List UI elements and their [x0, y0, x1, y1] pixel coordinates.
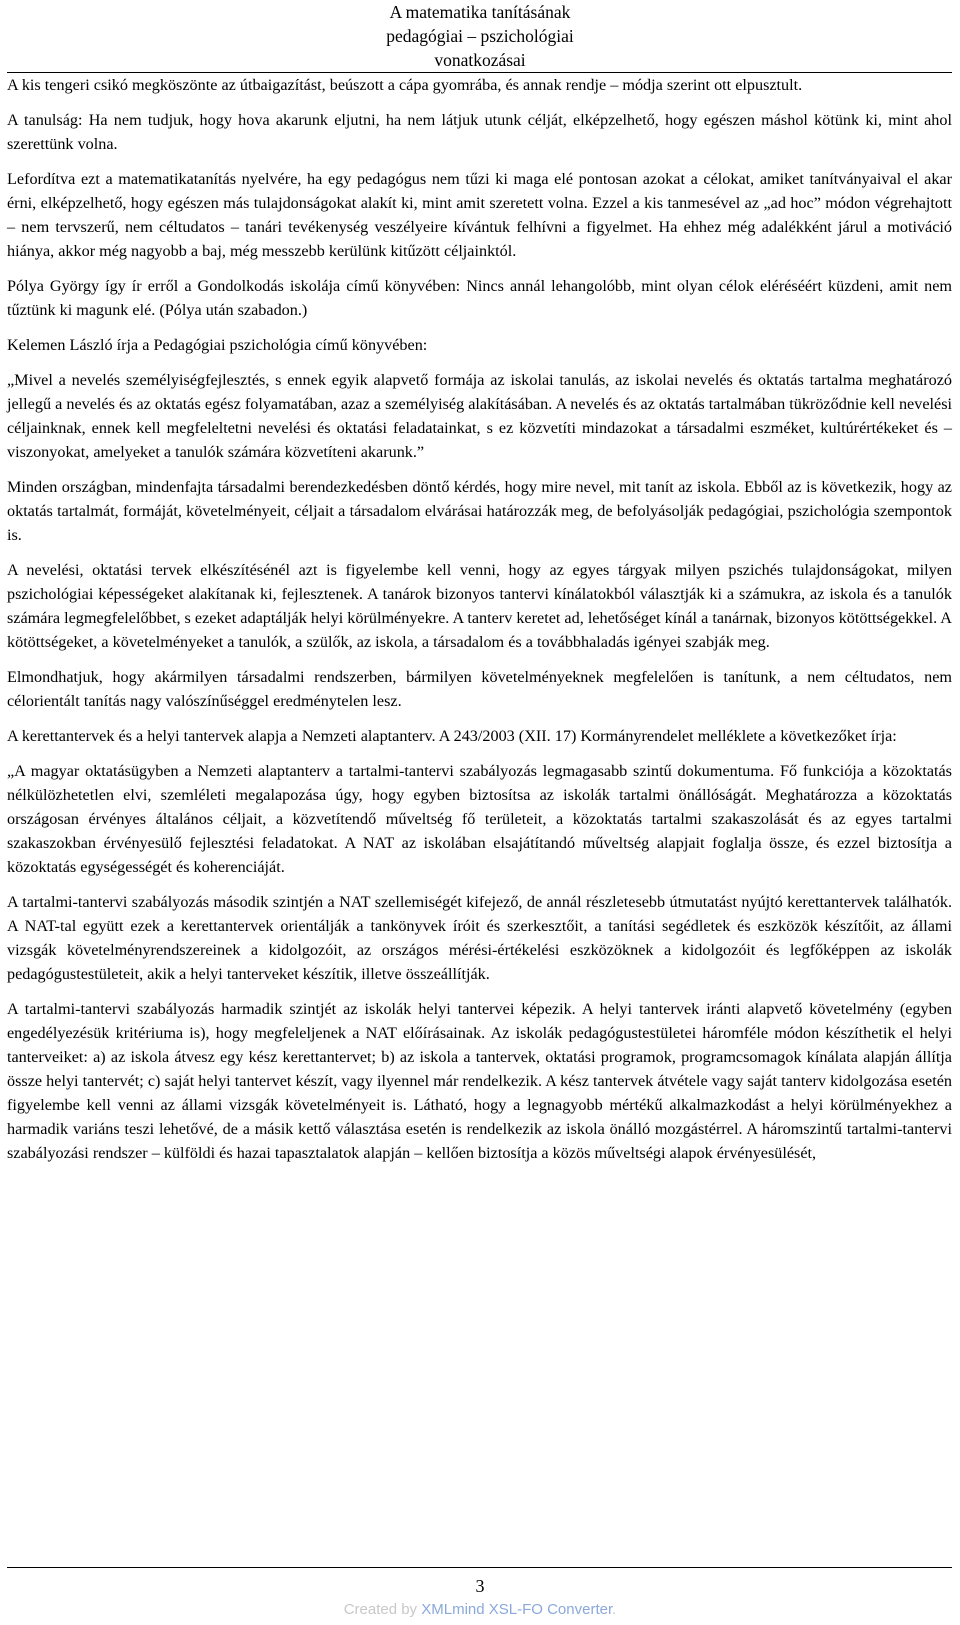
- paragraph: A kerettantervek és a helyi tantervek alapja a Nemzeti alaptanterv. A 243/2003 (XII. 17) Kormányrendelet melléklete a következőket írja:: [7, 727, 897, 745]
- paragraph: A tartalmi-tantervi szabályozás harmadik szintjét az iskolák helyi tantervei képezik. A helyi tantervek iránti alapvető követelmény (egyben engedélyezésük kritériuma is), hogy megfeleljenek a NAT előírásainak. Az iskolák pedagógustestületei háromféle módon készíthetik el helyi tanterveiket: a) az iskola átvesz egy kész kerettantervet; b) az iskola a tantervek, oktatási programok, programcsomagok kínálata alapján állítja össze helyi tantervét; c) saját helyi tantervet készít, vagy ilyennel már rendelkezik. A kész tantervek átvétele vagy saját tanterv kidolgozása esetén figyelembe kell venni az állami vizsgák követelményeit is. Látható, hogy a legnagyobb mértékű alkalmazkodást a helyi körülményekhez a harmadik variáns teszi lehetővé, de a másik kettő választása esetén is rendelkezik az iskola önálló mozgástérrel. A háromszintű tartalmi-tantervi szabályozási rendszer – külföldi és hazai tapasztalatok alapján – kellően biztosítja a közös műveltségi alapok érvényesülését,: [7, 1000, 952, 1162]
- paragraph: A tartalmi-tantervi szabályozás második szintjén a NAT szellemiségét kifejező, de annál részletesebb útmutatást nyújtó kerettantervek találhatók. A NAT-tal együtt ezek a kerettantervek orientálják a tankönyvek íróit és szerkesztőit, a tanítási segédletek és eszközök készítőit, az állami vizsgák követelményrendszereinek a kidolgozóit, az országos mérési-értékelési eszközöknek a kidolgozóit és legfőképpen az iskolák pedagógustestületeit, akik a helyi tanterveket készítik, illetve összeállítják.: [7, 893, 952, 983]
- paragraph: Elmondhatjuk, hogy akármilyen társadalmi rendszerben, bármilyen követelményeknek megfelelően is tanítunk, a nem céltudatos, nem célorientált tanítás nagy valószínűséggel eredménytelen lesz.: [7, 668, 952, 710]
- creator-link[interactable]: XMLmind XSL-FO Converter: [421, 1601, 613, 1618]
- paragraph: Minden országban, mindenfajta társadalmi berendezkedésben döntő kérdés, hogy mire nevel, mit tanít az iskola. Ebből az is következik, hogy az oktatás tartalmát, formáját, követelményeit, céljait a társadalom elvárásai határozzák meg, de befolyásolják pedagógiai, pszichológia szempontok is.: [7, 478, 952, 544]
- header-line-1: A matematika tanításának: [389, 2, 571, 22]
- quote-paragraph: „Mivel a nevelés személyiségfejlesztés, s ennek egyik alapvető formája az iskolai tanulás, az iskolai nevelés és oktatás tartalma meghatározó jellegű a nevelés és az oktatás egész folyamatában, azaz a személyiség alakításában. A nevelés és az oktatás tartalmában tükröződnie kell nevelési céljainknak, ennek kell megfeleltetni nevelési és oktatási feladatainkat, s ez közvetíti mindazokat a társadalmi eszméket, kultúrértékeket és – viszonyokat, amelyeket a tanulók számára közvetíteni akarunk.”: [7, 371, 952, 461]
- paragraph: Lefordítva ezt a matematikatanítás nyelvére, ha egy pedagógus nem tűzi ki maga elé pontosan azokat a célokat, amiket tanítványaival el akar érni, elképzelhető, hogy egészen más tulajdonságokat alakít ki, mint amit szeretett volna. Ezzel a kis tanmesével az „ad hoc” módon végrehajtott – nem tervszerű, nem céltudatos – tanári tevékenység veszélyeire kívántuk felhívni a figyelmet. Ha ehhez még adalékként járul a motiváció hiánya, akkor még nagyobb a baj, még messzebb kerülünk kitűzött céljainktól.: [7, 170, 952, 260]
- creator-credit: [0, 1600, 960, 1620]
- paragraph: Kelemen László írja a Pedagógiai pszichológia című könyvében:: [7, 336, 428, 354]
- page-number: 3: [475, 1576, 485, 1596]
- running-header: [330, 0, 630, 72]
- quote-paragraph: „A magyar oktatásügyben a Nemzeti alaptanterv a tartalmi-tantervi szabályozás legmagasabb szintű dokumentuma. Fő funkciója a közoktatás nélkülözhetetlen elvi, szemléleti megalapozása úgy, hogy egyben biztosítsa az iskolák tartalmi önállóságát. Meghatározza a közoktatás országosan érvényes általános céljait, a közvetítendő műveltség fő területeit, a közoktatás tartalmi szakaszolását és az egyes tartalmi szakaszokban érvényesülő fejlesztési feladatokat. A NAT az iskolában elsajátítandó műveltség alapjait foglalja össze, és ezzel biztosítja a közoktatás egységességét és koherenciáját.: [7, 762, 952, 876]
- creator-suffix: .: [612, 1601, 617, 1618]
- header-line-3: vonatkozásai: [434, 50, 526, 70]
- paragraph: Pólya György így ír erről a Gondolkodás iskolája című könyvében: Nincs annál lehangolóbb, mint olyan célok eléréséért küzdeni, amit nem tűztünk ki magunk elé. (Pólya után szabadon.): [7, 277, 952, 319]
- paragraph: A tanulság: Ha nem tudjuk, hogy hova akarunk eljutni, ha nem látjuk utunk célját, elképzelhető, hogy egészen máshol kötünk ki, mint ahol szerettünk volna.: [7, 111, 952, 153]
- footer-divider: [7, 1567, 952, 1568]
- body-text: [7, 73, 952, 1176]
- creator-prefix: Created by: [343, 1601, 422, 1618]
- paragraph: A kis tengeri csikó megköszönte az útbaigazítást, beúszott a cápa gyomrába, és annak rendje – módja szerint ott elpusztult.: [7, 76, 803, 94]
- paragraph: A nevelési, oktatási tervek elkészítésénél azt is figyelembe kell venni, hogy az egyes tárgyak milyen pszichés tulajdonságokat, milyen pszichológiai képességeket alakítanak ki, fejlesztenek. A tanárok bizonyos tantervi kínálatokból választják ki a számukra, az iskola és a tanulók számára legmegfelelőbbet, s ezeket adaptálják helyi körülményekre. A tanterv keretet ad, lehetőséget kínál a tanárnak, bizonyos kötöttségekkel. A kötöttségeket, a követelményeket a tanulók, a szülők, az iskola, a társadalom és a továbbhaladás igényei szabják meg.: [7, 561, 952, 651]
- header-line-2: pedagógiai – pszichológiai: [386, 26, 574, 46]
